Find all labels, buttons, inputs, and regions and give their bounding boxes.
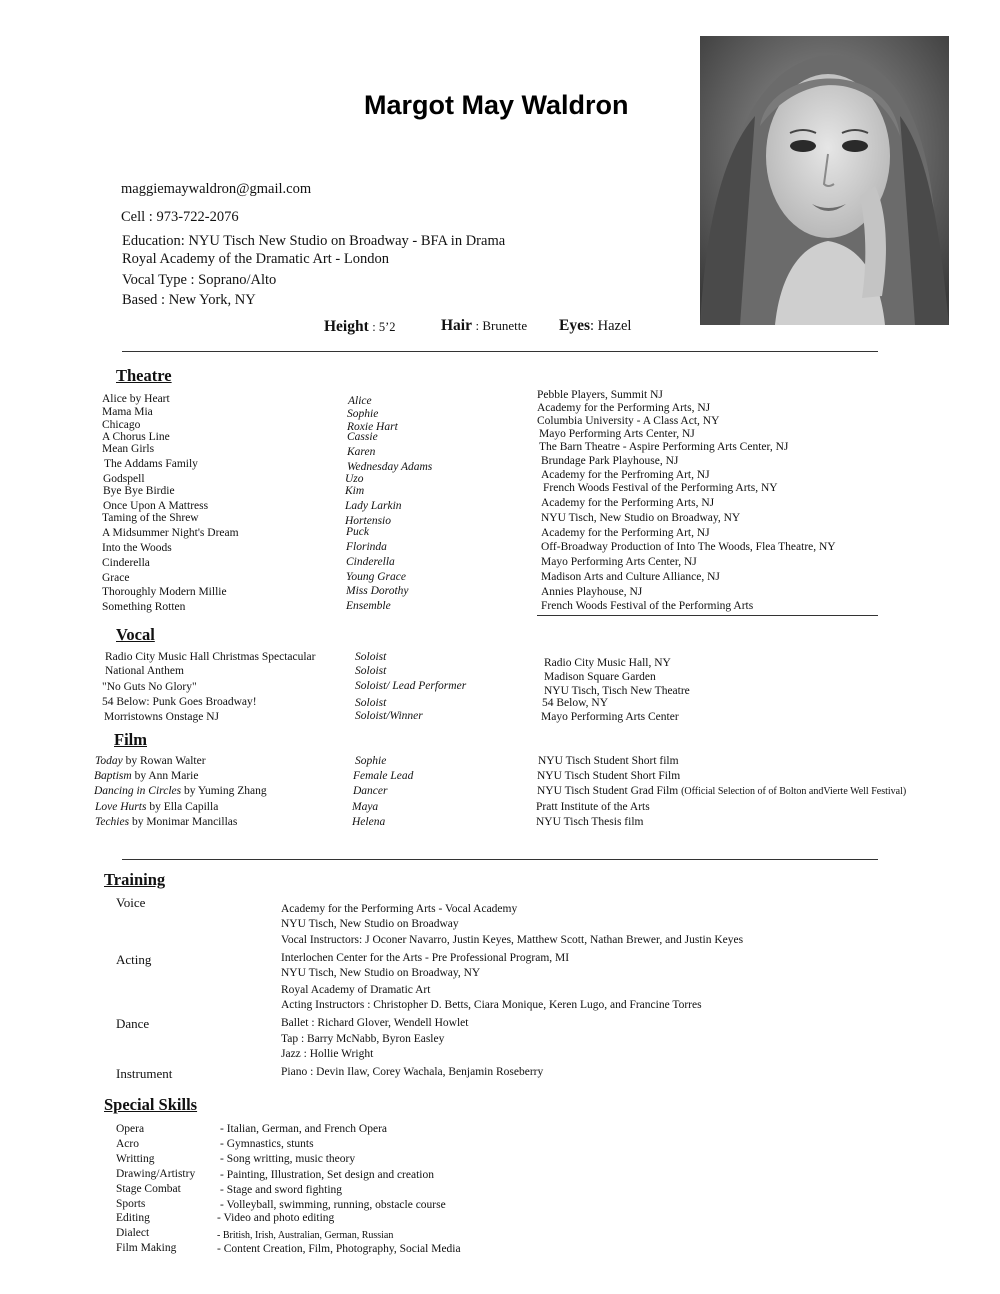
theatre-venue: Pebble Players, Summit NJ bbox=[537, 389, 663, 401]
film-festival-note: (Official Selection of of Bolton andVierte Well Festival) bbox=[681, 786, 907, 797]
skill-label: Writting bbox=[116, 1153, 155, 1165]
theatre-venue: Academy for the Performing Arts, NJ bbox=[537, 402, 711, 414]
vocal-venue: Radio City Music Hall, NY bbox=[544, 657, 671, 669]
skill-label: Opera bbox=[116, 1123, 145, 1135]
training-voice-line: NYU Tisch, New Studio on Broadway bbox=[281, 918, 459, 930]
training-acting-line: NYU Tisch, New Studio on Broadway, NY bbox=[281, 967, 481, 979]
vocal-role: Soloist bbox=[355, 665, 387, 677]
film-venue: NYU Tisch Student Short Film bbox=[537, 770, 681, 782]
hair-label: Hair bbox=[441, 317, 472, 334]
training-instrument-line: Piano : Devin Ilaw, Corey Wachala, Benjamin Roseberry bbox=[281, 1066, 544, 1078]
theatre-venue: Mayo Performing Arts Center, NJ bbox=[541, 556, 697, 568]
education-line-1: Education: NYU Tisch New Studio on Broadway - BFA in Drama bbox=[122, 233, 506, 249]
film-title bbox=[94, 770, 198, 782]
training-instrument-label: Instrument bbox=[116, 1066, 173, 1081]
vocal-title: Radio City Music Hall Christmas Spectacular bbox=[105, 651, 316, 663]
film-role: Female Lead bbox=[353, 770, 414, 782]
training-acting-line: Acting Instructors : Christopher D. Betts, Ciara Monique, Keren Lugo, and Francine Torres bbox=[281, 999, 702, 1011]
film-title-name: Love Hurts bbox=[95, 801, 147, 813]
theatre-role: Young Grace bbox=[346, 571, 406, 583]
headshot-photo bbox=[700, 36, 949, 325]
eyes-value: : Hazel bbox=[590, 318, 632, 334]
theatre-title: Thoroughly Modern Millie bbox=[102, 586, 227, 598]
theatre-venue: Annies Playhouse, NJ bbox=[541, 586, 643, 598]
eyes-measure bbox=[559, 317, 631, 335]
theatre-divider bbox=[537, 615, 878, 616]
film-venue: NYU Tisch Student Short film bbox=[538, 755, 679, 767]
theatre-title: Once Upon A Mattress bbox=[103, 500, 209, 512]
skill-value: - British, Irish, Australian, German, Russian bbox=[217, 1230, 394, 1241]
film-role: Maya bbox=[352, 801, 379, 813]
film-director: by Ella Capilla bbox=[146, 801, 219, 813]
skill-label: Dialect bbox=[116, 1227, 150, 1239]
theatre-role: Sophie bbox=[347, 408, 379, 420]
theatre-title: Into the Woods bbox=[102, 542, 172, 554]
vocal-role: Soloist bbox=[355, 651, 387, 663]
film-venue: Pratt Institute of the Arts bbox=[536, 801, 650, 813]
film-title-name: Techies bbox=[95, 816, 130, 828]
theatre-title: Mean Girls bbox=[102, 443, 155, 455]
theatre-role: Kim bbox=[345, 485, 365, 497]
theatre-venue: Off-Broadway Production of Into The Woods, Flea Theatre, NY bbox=[541, 541, 836, 553]
film-role: Helena bbox=[352, 816, 386, 828]
film-role: Sophie bbox=[355, 755, 387, 767]
section-vocal: Vocal bbox=[116, 625, 155, 644]
theatre-title: Taming of the Shrew bbox=[102, 512, 199, 524]
training-acting-line: Royal Academy of Dramatic Art bbox=[281, 984, 431, 996]
skill-label: Acro bbox=[116, 1138, 139, 1150]
theatre-title: Godspell bbox=[103, 473, 145, 485]
hair-measure bbox=[441, 317, 527, 335]
film-venue-name: NYU Tisch Student Grad Film bbox=[537, 785, 682, 797]
film-director: by Monimar Mancillas bbox=[129, 816, 238, 828]
theatre-title: The Addams Family bbox=[104, 458, 198, 470]
vocal-title: National Anthem bbox=[105, 665, 184, 677]
vocal-venue: Mayo Performing Arts Center bbox=[541, 711, 679, 723]
skill-value: - Painting, Illustration, Set design and creation bbox=[220, 1169, 434, 1181]
theatre-title: Chicago bbox=[102, 419, 141, 431]
skill-value: - Content Creation, Film, Photography, Social Media bbox=[217, 1243, 461, 1255]
theatre-role: Cinderella bbox=[346, 556, 395, 568]
section-theatre: Theatre bbox=[116, 366, 172, 385]
theatre-title: Bye Bye Birdie bbox=[103, 485, 175, 497]
theatre-role: Wednesday Adams bbox=[347, 461, 433, 473]
theatre-venue: Madison Arts and Culture Alliance, NJ bbox=[541, 571, 720, 583]
skill-value: - Volleyball, swimming, running, obstacle course bbox=[220, 1199, 446, 1211]
skill-label: Sports bbox=[116, 1198, 146, 1210]
vocal-title: 54 Below: Punk Goes Broadway! bbox=[102, 696, 257, 708]
resume-name: Margot May Waldron bbox=[364, 90, 629, 120]
film-director: by Ann Marie bbox=[131, 770, 199, 782]
skill-value: - Stage and sword fighting bbox=[220, 1184, 343, 1196]
theatre-role: Uzo bbox=[345, 473, 364, 485]
vocal-venue: 54 Below, NY bbox=[542, 697, 609, 709]
theatre-role: Miss Dorothy bbox=[346, 585, 409, 597]
theatre-title: A Midsummer Night's Dream bbox=[102, 527, 239, 539]
theatre-venue: Brundage Park Playhouse, NJ bbox=[541, 455, 679, 467]
theatre-role: Puck bbox=[346, 526, 369, 538]
film-title-name: Baptism bbox=[94, 770, 132, 782]
theatre-title: Mama Mia bbox=[102, 406, 153, 418]
vocal-venue: NYU Tisch, Tisch New Theatre bbox=[544, 685, 690, 697]
vocal-role: Soloist bbox=[355, 697, 387, 709]
theatre-venue: Mayo Performing Arts Center, NJ bbox=[539, 428, 695, 440]
height-label: Height bbox=[324, 318, 369, 335]
training-divider bbox=[122, 859, 878, 860]
contact-cell: Cell : 973-722-2076 bbox=[121, 209, 239, 225]
theatre-title: Alice by Heart bbox=[102, 393, 170, 405]
theatre-title: Grace bbox=[102, 572, 130, 584]
theatre-role: Alice bbox=[348, 395, 372, 407]
skill-value: - Gymnastics, stunts bbox=[220, 1138, 314, 1150]
theatre-role: Lady Larkin bbox=[345, 500, 402, 512]
theatre-venue: Columbia University - A Class Act, NY bbox=[537, 415, 720, 427]
training-acting-label: Acting bbox=[116, 952, 152, 967]
theatre-title: A Chorus Line bbox=[102, 431, 170, 443]
theatre-role: Karen bbox=[347, 446, 376, 458]
headshot-portrait-icon bbox=[700, 36, 949, 325]
film-director: by Yuming Zhang bbox=[181, 785, 267, 797]
film-title-name: Today bbox=[95, 755, 123, 767]
training-acting-line: Interlochen Center for the Arts - Pre Professional Program, MI bbox=[281, 952, 570, 964]
skill-label: Editing bbox=[116, 1212, 150, 1224]
training-voice-line: Academy for the Performing Arts - Vocal Academy bbox=[281, 903, 518, 915]
film-role: Dancer bbox=[353, 785, 388, 797]
theatre-venue: Academy for the Performing Arts, NJ bbox=[541, 497, 715, 509]
vocal-venue: Madison Square Garden bbox=[544, 671, 656, 683]
theatre-venue: French Woods Festival of the Performing Arts bbox=[541, 600, 754, 612]
training-voice-line: Vocal Instructors: J Oconer Navarro, Justin Keyes, Matthew Scott, Nathan Brewer, and Justin Keyes bbox=[281, 934, 744, 946]
film-title bbox=[95, 801, 218, 813]
education-line-2: Royal Academy of the Dramatic Art - London bbox=[122, 251, 389, 267]
film-venue: NYU Tisch Thesis film bbox=[536, 816, 644, 828]
contact-email: maggiemaywaldron@gmail.com bbox=[121, 181, 312, 197]
film-title bbox=[95, 755, 206, 767]
height-measure bbox=[324, 318, 396, 336]
film-title bbox=[94, 785, 267, 797]
training-dance-label: Dance bbox=[116, 1016, 150, 1031]
theatre-venue: The Barn Theatre - Aspire Performing Arts Center, NJ bbox=[539, 441, 789, 453]
height-value: : 5’2 bbox=[372, 320, 396, 334]
vocal-title: "No Guts No Glory" bbox=[102, 681, 197, 693]
based-location: Based : New York, NY bbox=[122, 292, 256, 308]
section-film: Film bbox=[114, 730, 147, 749]
section-special-skills: Special Skills bbox=[104, 1095, 198, 1114]
theatre-role: Cassie bbox=[347, 431, 378, 443]
skill-label: Drawing/Artistry bbox=[116, 1168, 196, 1180]
theatre-title: Something Rotten bbox=[102, 601, 186, 613]
vocal-type: Vocal Type : Soprano/Alto bbox=[122, 272, 277, 288]
theatre-venue: Academy for the Perfroming Art, NJ bbox=[541, 469, 710, 481]
skill-value: - Italian, German, and French Opera bbox=[220, 1123, 387, 1135]
film-venue bbox=[537, 785, 906, 797]
film-director: by Rowan Walter bbox=[122, 755, 206, 767]
theatre-venue: NYU Tisch, New Studio on Broadway, NY bbox=[541, 512, 741, 524]
film-title bbox=[95, 816, 237, 828]
theatre-role: Ensemble bbox=[346, 600, 391, 612]
theatre-venue: French Woods Festival of the Performing Arts, NY bbox=[543, 482, 778, 494]
skill-value: - Song writting, music theory bbox=[220, 1153, 356, 1165]
vocal-title: Morristowns Onstage NJ bbox=[104, 711, 219, 723]
training-dance-line: Jazz : Hollie Wright bbox=[281, 1048, 374, 1060]
training-voice-label: Voice bbox=[116, 895, 146, 910]
vocal-role: Soloist/ Lead Performer bbox=[355, 680, 467, 692]
eyes-label: Eyes bbox=[559, 317, 590, 334]
theatre-title: Cinderella bbox=[102, 557, 150, 569]
training-dance-line: Ballet : Richard Glover, Wendell Howlet bbox=[281, 1017, 469, 1029]
theatre-role: Hortensio bbox=[345, 515, 391, 527]
header-divider bbox=[122, 351, 878, 352]
theatre-venue: Academy for the Performing Art, NJ bbox=[541, 527, 710, 539]
theatre-role: Florinda bbox=[346, 541, 387, 553]
film-title-name: Dancing in Circles bbox=[94, 785, 182, 797]
skill-value: - Video and photo editing bbox=[217, 1212, 335, 1224]
theatre-role: Roxie Hart bbox=[347, 421, 398, 433]
vocal-role: Soloist/Winner bbox=[355, 710, 423, 722]
hair-value: : Brunette bbox=[475, 318, 528, 333]
skill-label: Film Making bbox=[116, 1242, 177, 1254]
skill-label: Stage Combat bbox=[116, 1183, 181, 1195]
training-dance-line: Tap : Barry McNabb, Byron Easley bbox=[281, 1033, 445, 1045]
section-training: Training bbox=[104, 870, 166, 889]
